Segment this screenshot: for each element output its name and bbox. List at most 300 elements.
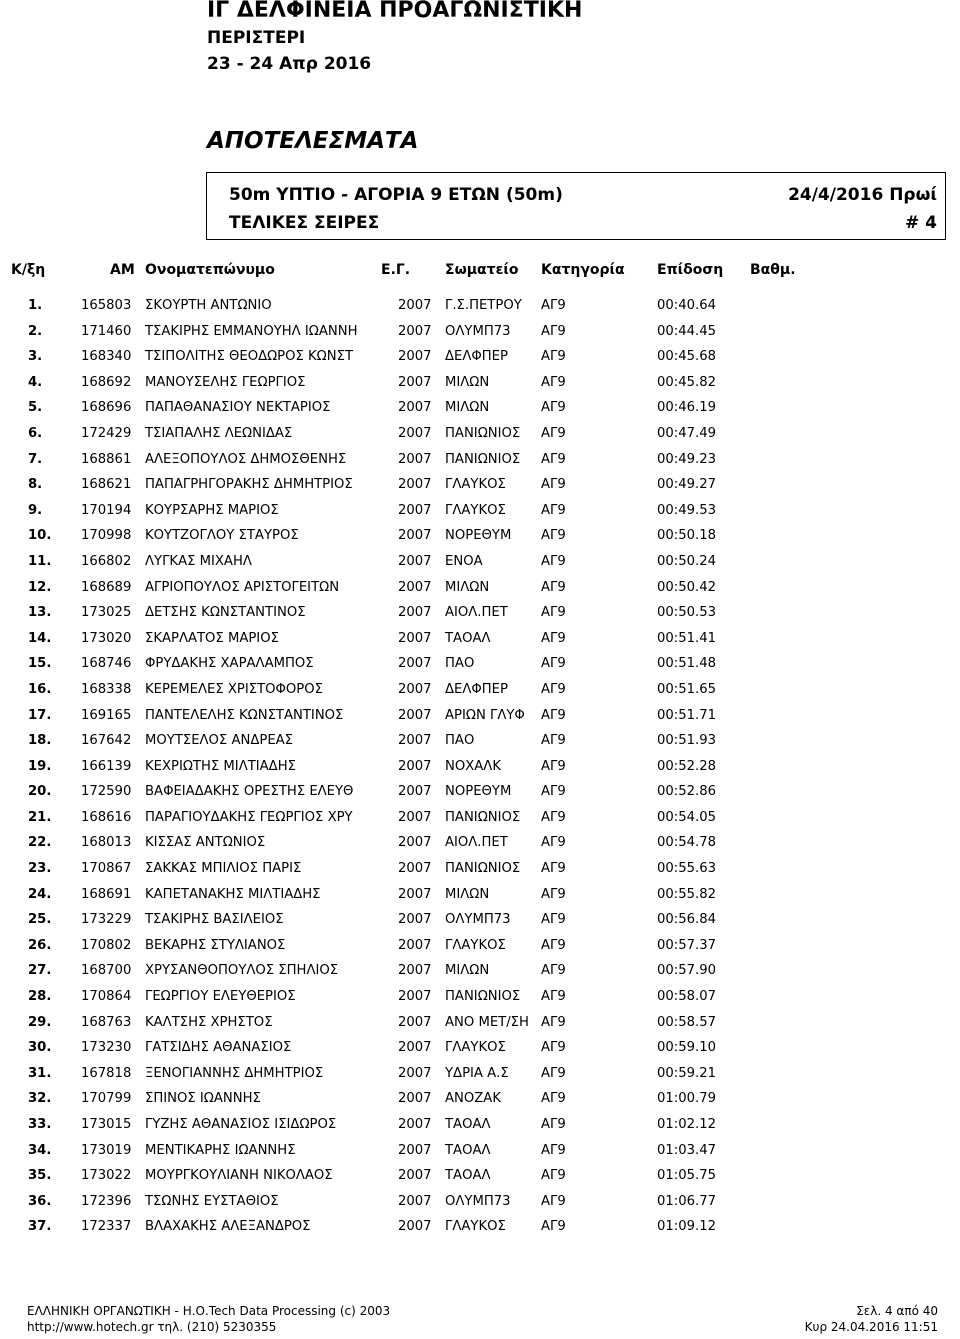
table-row (0, 1217, 960, 1243)
result-category: ΑΓ9 (541, 579, 566, 595)
result-name: ΚΑΛΤΣΗΣ ΧΡΗΣΤΟΣ (145, 1014, 273, 1030)
result-club: ΜΙΛΩΝ (445, 579, 490, 595)
section-title: ΑΠΟΤΕΛΕΣΜΑΤΑ (207, 128, 419, 154)
result-name: ΠΑΝΤΕΛΕΛΗΣ ΚΩΝΣΤΑΝΤΙΝΟΣ (145, 707, 344, 723)
result-year: 2007 (398, 1193, 432, 1209)
result-name: ΑΛΕΞΟΠΟΥΛΟΣ ΔΗΜΟΣΘΕΝΗΣ (145, 451, 347, 467)
result-rank: 17. (28, 707, 52, 723)
table-row (0, 296, 960, 322)
result-club: ΟΛΥΜΠ73 (445, 1193, 511, 1209)
result-category: ΑΓ9 (541, 784, 566, 800)
result-rank: 13. (28, 605, 52, 621)
result-id: 168621 (81, 477, 132, 493)
result-id: 173015 (81, 1117, 132, 1132)
col-club: Σωματείο (445, 262, 519, 278)
result-rank: 33. (28, 1117, 52, 1132)
result-time: 00:58.07 (657, 989, 716, 1005)
result-id: 167818 (81, 1065, 132, 1081)
result-club: Γ.Σ.ΠΕΤΡΟΥ (445, 298, 522, 313)
result-id: 168689 (81, 579, 132, 595)
result-club: ΜΙΛΩΝ (445, 963, 490, 979)
result-id: 170867 (81, 861, 132, 877)
result-rank: 30. (28, 1040, 52, 1056)
result-club: ΜΙΛΩΝ (445, 374, 490, 390)
result-category: ΑΓ9 (541, 451, 566, 467)
result-name: ΓΑΤΣΙΔΗΣ ΑΘΑΝΑΣΙΟΣ (145, 1040, 292, 1056)
meet-title: ΙΓ ΔΕΛΦΙΝΕΙΑ ΠΡΟΑΓΩΝΙΣΤΙΚΗ (207, 0, 583, 23)
result-rank: 5. (28, 400, 43, 416)
result-name: ΒΑΦΕΙΑΔΑΚΗΣ ΟΡΕΣΤΗΣ ΕΛΕΥΘ (145, 784, 354, 800)
table-row (0, 373, 960, 399)
result-rank: 3. (28, 349, 43, 365)
result-id: 171460 (81, 323, 132, 339)
result-year: 2007 (398, 502, 432, 518)
result-club: ΑΙΟΛ.ΠΕΤ (445, 835, 508, 851)
result-name: ΚΑΠΕΤΑΝΑΚΗΣ ΜΙΛΤΙΑΔΗΣ (145, 886, 321, 902)
result-club: ΓΛΑΥΚΟΣ (445, 502, 506, 518)
table-row (0, 654, 960, 680)
result-year: 2007 (398, 681, 432, 697)
result-rank: 14. (28, 630, 52, 646)
result-rank: 27. (28, 963, 52, 979)
event-box (206, 172, 946, 240)
result-id: 172337 (81, 1219, 132, 1235)
table-row (0, 603, 960, 629)
result-id: 165803 (81, 298, 132, 313)
result-rank: 8. (28, 477, 43, 493)
result-name: ΤΣΩΝΗΣ ΕΥΣΤΑΘΙΟΣ (145, 1193, 279, 1209)
result-category: ΑΓ9 (541, 912, 566, 928)
result-year: 2007 (398, 400, 432, 416)
result-name: ΜΟΥΤΣΕΛΟΣ ΑΝΔΡΕΑΣ (145, 733, 294, 749)
result-category: ΑΓ9 (541, 707, 566, 723)
event-subtitle: ΤΕΛΙΚΕΣ ΣΕΙΡΕΣ (229, 213, 380, 233)
table-row (0, 1089, 960, 1115)
result-club: ΟΛΥΜΠ73 (445, 323, 511, 339)
result-name: ΚΟΥΡΣΑΡΗΣ ΜΑΡΙΟΣ (145, 502, 279, 518)
result-id: 168340 (81, 349, 132, 365)
result-category: ΑΓ9 (541, 1219, 566, 1235)
result-rank: 23. (28, 861, 52, 877)
result-rank: 32. (28, 1091, 52, 1107)
table-row (0, 910, 960, 936)
result-name: ΛΥΓΚΑΣ ΜΙΧΑΗΛ (145, 553, 252, 569)
result-rank: 2. (28, 323, 43, 339)
result-rank: 28. (28, 989, 52, 1005)
result-category: ΑΓ9 (541, 835, 566, 851)
result-time: 00:52.28 (657, 758, 716, 774)
result-name: ΚΕΧΡΙΩΤΗΣ ΜΙΛΤΙΑΔΗΣ (145, 758, 296, 774)
table-row (0, 987, 960, 1013)
result-club: ΝΟΧΑΛΚ (445, 758, 501, 774)
result-name: ΜΑΝΟΥΣΕΛΗΣ ΓΕΩΡΓΙΟΣ (145, 374, 306, 390)
col-year: Ε.Γ. (381, 262, 411, 278)
result-time: 01:00.79 (657, 1091, 716, 1107)
result-club: ΠΑΝΙΩΝΙΟΣ (445, 809, 521, 825)
result-club: ΥΔΡΙΑ Α.Σ (445, 1065, 509, 1081)
result-year: 2007 (398, 425, 432, 441)
result-rank: 11. (28, 553, 52, 569)
result-name: ΦΡΥΔΑΚΗΣ ΧΑΡΑΛΑΜΠΟΣ (145, 656, 314, 672)
result-rank: 1. (28, 298, 43, 313)
result-year: 2007 (398, 861, 432, 877)
col-time: Επίδοση (657, 262, 724, 278)
result-year: 2007 (398, 1014, 432, 1030)
result-club: ΓΛΑΥΚΟΣ (445, 1219, 506, 1235)
result-time: 01:06.77 (657, 1193, 716, 1209)
table-row (0, 475, 960, 501)
result-name: ΣΚΟΥΡΤΗ ΑΝΤΩΝΙΟ (145, 298, 272, 313)
result-time: 00:49.23 (657, 451, 716, 467)
result-rank: 20. (28, 784, 52, 800)
col-rank: Κ/ξη (11, 262, 46, 278)
result-name: ΠΑΠΑΓΡΗΓΟΡΑΚΗΣ ΔΗΜΗΤΡΙΟΣ (145, 477, 353, 493)
result-id: 173020 (81, 630, 132, 646)
result-id: 173229 (81, 912, 132, 928)
result-club: ΟΛΥΜΠ73 (445, 912, 511, 928)
result-time: 00:50.18 (657, 528, 716, 544)
result-category: ΑΓ9 (541, 733, 566, 749)
result-rank: 4. (28, 374, 43, 390)
result-name: ΓΕΩΡΓΙΟΥ ΕΛΕΥΘΕΡΙΟΣ (145, 989, 296, 1005)
result-category: ΑΓ9 (541, 1040, 566, 1056)
result-year: 2007 (398, 1219, 432, 1235)
table-row (0, 1013, 960, 1039)
table-row (0, 731, 960, 757)
result-club: ΓΛΑΥΚΟΣ (445, 477, 506, 493)
footer (0, 1300, 960, 1339)
result-id: 168616 (81, 809, 132, 825)
result-category: ΑΓ9 (541, 605, 566, 621)
result-club: ΑΝΟΖΑΚ (445, 1091, 501, 1107)
result-name: ΣΑΚΚΑΣ ΜΠΙΛΙΟΣ ΠΑΡΙΣ (145, 861, 302, 877)
result-id: 173025 (81, 605, 132, 621)
result-category: ΑΓ9 (541, 861, 566, 877)
result-club: ΜΙΛΩΝ (445, 886, 490, 902)
result-time: 00:47.49 (657, 425, 716, 441)
result-name: ΠΑΠΑΘΑΝΑΣΙΟΥ ΝΕΚΤΑΡΙΟΣ (145, 400, 331, 416)
result-club: ΕΝΟΑ (445, 553, 483, 569)
footer-page: Σελ. 4 από 40 (856, 1304, 938, 1318)
result-id: 168691 (81, 886, 132, 902)
result-category: ΑΓ9 (541, 656, 566, 672)
result-time: 00:51.65 (657, 681, 716, 697)
result-year: 2007 (398, 451, 432, 467)
column-headers (0, 262, 960, 282)
result-id: 173022 (81, 1168, 132, 1184)
result-id: 168700 (81, 963, 132, 979)
result-year: 2007 (398, 809, 432, 825)
result-club: ΝΟΡΕΘΥΜ (445, 784, 512, 800)
result-year: 2007 (398, 630, 432, 646)
result-club: ΠΑΝΙΩΝΙΟΣ (445, 451, 521, 467)
result-year: 2007 (398, 835, 432, 851)
result-name: ΚΙΣΣΑΣ ΑΝΤΩΝΙΟΣ (145, 835, 266, 851)
result-id: 170998 (81, 528, 132, 544)
result-year: 2007 (398, 323, 432, 339)
table-row (0, 833, 960, 859)
table-row (0, 450, 960, 476)
result-name: ΑΓΡΙΟΠΟΥΛΟΣ ΑΡΙΣΤΟΓΕΙΤΩΝ (145, 579, 340, 595)
table-row (0, 782, 960, 808)
table-row (0, 398, 960, 424)
result-category: ΑΓ9 (541, 477, 566, 493)
result-rank: 31. (28, 1065, 52, 1081)
result-club: ΤΑΟΑΛ (445, 1142, 491, 1158)
result-category: ΑΓ9 (541, 758, 566, 774)
result-name: ΜΟΥΡΓΚΟΥΛΙΑΝΗ ΝΙΚΟΛΑΟΣ (145, 1168, 333, 1184)
result-year: 2007 (398, 528, 432, 544)
result-id: 172396 (81, 1193, 132, 1209)
result-category: ΑΓ9 (541, 630, 566, 646)
result-id: 166802 (81, 553, 132, 569)
result-year: 2007 (398, 553, 432, 569)
result-time: 00:51.48 (657, 656, 716, 672)
result-year: 2007 (398, 1040, 432, 1056)
result-year: 2007 (398, 656, 432, 672)
result-rank: 24. (28, 886, 52, 902)
result-category: ΑΓ9 (541, 809, 566, 825)
result-id: 170194 (81, 502, 132, 518)
result-club: ΓΛΑΥΚΟΣ (445, 937, 506, 953)
result-year: 2007 (398, 912, 432, 928)
result-time: 00:50.24 (657, 553, 716, 569)
result-id: 168013 (81, 835, 132, 851)
result-year: 2007 (398, 707, 432, 723)
result-category: ΑΓ9 (541, 1168, 566, 1184)
table-row (0, 859, 960, 885)
result-time: 00:57.90 (657, 963, 716, 979)
table-row (0, 629, 960, 655)
result-club: ΔΕΛΦΠΕΡ (445, 681, 508, 697)
result-name: ΤΣΙΑΠΑΛΗΣ ΛΕΩΝΙΔΑΣ (145, 425, 293, 441)
result-name: ΣΠΙΝΟΣ ΙΩΑΝΝΗΣ (145, 1091, 261, 1107)
result-time: 00:49.27 (657, 477, 716, 493)
result-name: ΤΣΑΚΙΡΗΣ ΕΜΜΑΝΟΥΗΛ ΙΩΑΝΝΗ (145, 323, 358, 339)
result-rank: 18. (28, 733, 52, 749)
table-row (0, 885, 960, 911)
result-name: ΒΕΚΑΡΗΣ ΣΤΥΛΙΑΝΟΣ (145, 937, 286, 953)
result-id: 173230 (81, 1040, 132, 1056)
result-rank: 12. (28, 579, 52, 595)
result-club: ΔΕΛΦΠΕΡ (445, 349, 508, 365)
result-category: ΑΓ9 (541, 553, 566, 569)
result-club: ΝΟΡΕΘΥΜ (445, 528, 512, 544)
result-category: ΑΓ9 (541, 989, 566, 1005)
result-club: ΠΑΝΙΩΝΙΟΣ (445, 861, 521, 877)
table-row (0, 1166, 960, 1192)
result-time: 00:45.68 (657, 349, 716, 365)
result-category: ΑΓ9 (541, 1065, 566, 1081)
result-id: 168692 (81, 374, 132, 390)
result-category: ΑΓ9 (541, 502, 566, 518)
result-time: 00:50.53 (657, 605, 716, 621)
result-rank: 10. (28, 528, 52, 544)
result-category: ΑΓ9 (541, 349, 566, 365)
result-year: 2007 (398, 374, 432, 390)
result-club: ΑΡΙΩΝ ΓΛΥΦ (445, 707, 525, 723)
meet-dates: 23 - 24 Απρ 2016 (207, 54, 372, 74)
result-time: 00:51.71 (657, 707, 716, 723)
table-row (0, 1192, 960, 1218)
result-category: ΑΓ9 (541, 323, 566, 339)
result-rank: 15. (28, 656, 52, 672)
result-id: 172429 (81, 425, 132, 441)
result-rank: 19. (28, 758, 52, 774)
result-rank: 36. (28, 1193, 52, 1209)
result-category: ΑΓ9 (541, 400, 566, 416)
table-row (0, 680, 960, 706)
result-time: 00:59.10 (657, 1040, 716, 1056)
table-row (0, 1064, 960, 1090)
table-row (0, 961, 960, 987)
footer-org: ΕΛΛΗΝΙΚΗ ΟΡΓΑΝΩΤΙΚΗ - Η.Ο.Tech Data Processing (c) 2003 (27, 1304, 391, 1318)
result-name: ΠΑΡΑΓΙΟΥΔΑΚΗΣ ΓΕΩΡΓΙΟΣ ΧΡΥ (145, 809, 353, 825)
result-club: ΑΝΟ ΜΕΤ/ΣΗ (445, 1014, 529, 1030)
result-time: 00:54.05 (657, 809, 716, 825)
result-name: ΞΕΝΟΓΙΑΝΝΗΣ ΔΗΜΗΤΡΙΟΣ (145, 1065, 324, 1081)
result-year: 2007 (398, 1142, 432, 1158)
table-row (0, 552, 960, 578)
result-time: 00:44.45 (657, 323, 716, 339)
result-time: 00:50.42 (657, 579, 716, 595)
result-rank: 37. (28, 1219, 52, 1235)
table-row (0, 322, 960, 348)
result-time: 00:57.37 (657, 937, 716, 953)
result-time: 01:03.47 (657, 1142, 716, 1158)
result-rank: 16. (28, 681, 52, 697)
result-category: ΑΓ9 (541, 1193, 566, 1209)
table-row (0, 347, 960, 373)
result-name: ΤΣΑΚΙΡΗΣ ΒΑΣΙΛΕΙΟΣ (145, 912, 284, 928)
result-id: 168746 (81, 656, 132, 672)
result-category: ΑΓ9 (541, 937, 566, 953)
table-row (0, 526, 960, 552)
result-year: 2007 (398, 1117, 432, 1132)
result-year: 2007 (398, 937, 432, 953)
result-rank: 22. (28, 835, 52, 851)
result-name: ΔΕΤΣΗΣ ΚΩΝΣΤΑΝΤΙΝΟΣ (145, 605, 306, 621)
result-time: 00:55.82 (657, 886, 716, 902)
result-rank: 21. (28, 809, 52, 825)
result-id: 170864 (81, 989, 132, 1005)
result-year: 2007 (398, 1065, 432, 1081)
result-year: 2007 (398, 989, 432, 1005)
col-category: Κατηγορία (541, 262, 625, 278)
result-time: 00:46.19 (657, 400, 716, 416)
result-name: ΧΡΥΣΑΝΘΟΠΟΥΛΟΣ ΣΠΗΛΙΟΣ (145, 963, 339, 979)
result-rank: 9. (28, 502, 43, 518)
result-club: ΓΛΑΥΚΟΣ (445, 1040, 506, 1056)
result-club: ΠΑΟ (445, 733, 475, 749)
result-rank: 26. (28, 937, 52, 953)
col-points: Βαθμ. (750, 262, 796, 278)
result-category: ΑΓ9 (541, 528, 566, 544)
result-rank: 6. (28, 425, 43, 441)
result-time: 00:49.53 (657, 502, 716, 518)
result-year: 2007 (398, 733, 432, 749)
table-row (0, 757, 960, 783)
result-club: ΜΙΛΩΝ (445, 400, 490, 416)
event-date: 24/4/2016 Πρωί (788, 185, 937, 205)
result-id: 168338 (81, 681, 132, 697)
result-id: 168696 (81, 400, 132, 416)
table-row (0, 1141, 960, 1167)
result-club: ΑΙΟΛ.ΠΕΤ (445, 605, 508, 621)
table-row (0, 1038, 960, 1064)
result-category: ΑΓ9 (541, 963, 566, 979)
result-rank: 35. (28, 1168, 52, 1184)
result-id: 172590 (81, 784, 132, 800)
result-club: ΠΑΝΙΩΝΙΟΣ (445, 425, 521, 441)
result-id: 167642 (81, 733, 132, 749)
event-number: # 4 (905, 213, 937, 233)
event-title: 50m ΥΠΤΙΟ - ΑΓΟΡΙΑ 9 ΕΤΩΝ (50m) (229, 185, 563, 205)
result-time: 00:52.86 (657, 784, 716, 800)
footer-contact: http://www.hotech.gr τηλ. (210) 5230355 (27, 1320, 277, 1334)
result-category: ΑΓ9 (541, 886, 566, 902)
result-id: 166139 (81, 758, 132, 774)
result-time: 00:51.93 (657, 733, 716, 749)
result-name: ΚΟΥΤΖΟΓΛΟΥ ΣΤΑΥΡΟΣ (145, 528, 299, 544)
result-year: 2007 (398, 1091, 432, 1107)
result-time: 00:45.82 (657, 374, 716, 390)
result-name: ΣΚΑΡΛΑΤΟΣ ΜΑΡΙΟΣ (145, 630, 279, 646)
result-category: ΑΓ9 (541, 298, 566, 313)
result-year: 2007 (398, 298, 432, 313)
result-club: ΤΑΟΑΛ (445, 630, 491, 646)
result-club: ΤΑΟΑΛ (445, 1168, 491, 1184)
result-rank: 29. (28, 1014, 52, 1030)
table-row (0, 424, 960, 450)
result-year: 2007 (398, 579, 432, 595)
result-year: 2007 (398, 758, 432, 774)
table-row (0, 1115, 960, 1141)
result-time: 00:56.84 (657, 912, 716, 928)
result-rank: 25. (28, 912, 52, 928)
result-id: 168763 (81, 1014, 132, 1030)
result-club: ΤΑΟΑΛ (445, 1117, 491, 1132)
result-year: 2007 (398, 963, 432, 979)
result-category: ΑΓ9 (541, 374, 566, 390)
result-category: ΑΓ9 (541, 681, 566, 697)
result-id: 169165 (81, 707, 132, 723)
result-year: 2007 (398, 784, 432, 800)
result-time: 00:54.78 (657, 835, 716, 851)
result-time: 00:51.41 (657, 630, 716, 646)
table-row (0, 936, 960, 962)
result-rank: 34. (28, 1142, 52, 1158)
result-category: ΑΓ9 (541, 1014, 566, 1030)
result-rank: 7. (28, 451, 43, 467)
result-year: 2007 (398, 349, 432, 365)
col-id: ΑΜ (110, 262, 135, 278)
table-row (0, 808, 960, 834)
table-row (0, 706, 960, 732)
result-time: 01:05.75 (657, 1168, 716, 1184)
results-table (0, 296, 960, 1243)
result-year: 2007 (398, 1168, 432, 1184)
result-name: ΤΣΙΠΟΛΙΤΗΣ ΘΕΟΔΩΡΟΣ ΚΩΝΣΤ (145, 349, 354, 365)
result-id: 173019 (81, 1142, 132, 1158)
result-year: 2007 (398, 605, 432, 621)
result-name: ΒΛΑΧΑΚΗΣ ΑΛΕΞΑΝΔΡΟΣ (145, 1219, 311, 1235)
result-name: ΜΕΝΤΙΚΑΡΗΣ ΙΩΑΝΝΗΣ (145, 1142, 296, 1158)
result-time: 01:02.12 (657, 1117, 716, 1132)
result-time: 01:09.12 (657, 1219, 716, 1235)
table-row (0, 501, 960, 527)
col-name: Ονοματεπώνυμο (145, 262, 275, 278)
